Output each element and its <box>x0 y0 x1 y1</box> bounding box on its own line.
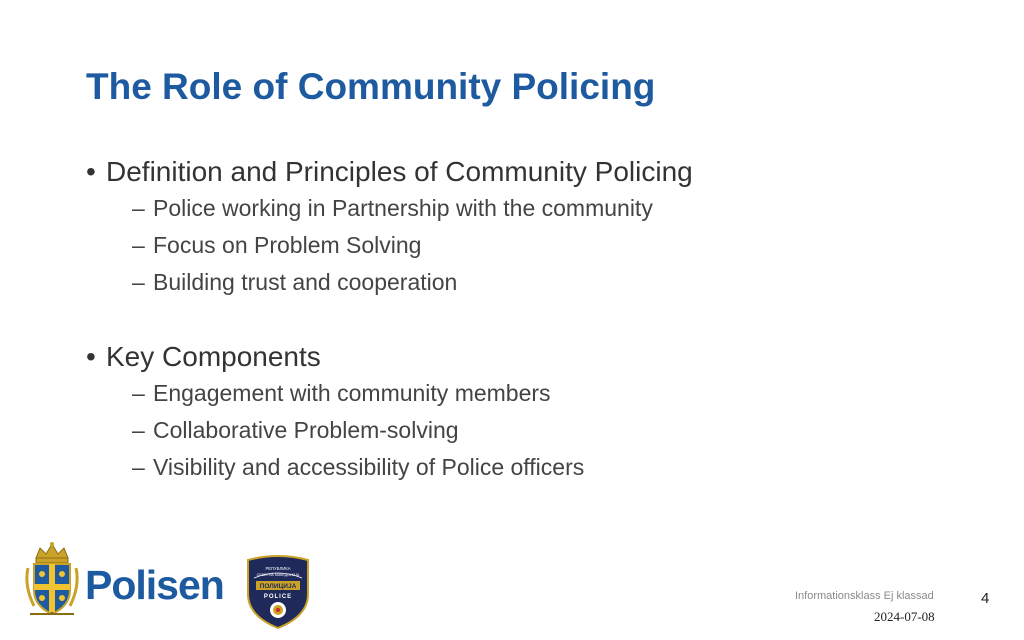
bullet-dot: • <box>86 341 96 372</box>
sub-item-text: Engagement with community members <box>153 380 551 406</box>
svg-text:POLICE: POLICE <box>263 594 293 600</box>
dash-marker: – <box>132 269 145 295</box>
dash-marker: – <box>132 232 145 258</box>
section-spacer <box>86 301 966 339</box>
bullet-item <box>86 154 966 190</box>
slide-content <box>86 154 966 486</box>
slide-title: The Role of Community Policing <box>86 66 656 107</box>
dash-marker: – <box>132 380 145 406</box>
sub-list <box>86 375 966 486</box>
sub-item <box>86 449 966 486</box>
slide-date: 2024-07-08 <box>874 609 935 624</box>
swedish-police-crest-icon <box>22 540 82 620</box>
page-number: 4 <box>981 590 990 607</box>
svg-text:РЕПУБЛИКА: РЕПУБЛИКА <box>265 566 291 571</box>
dash-marker: – <box>132 195 145 221</box>
sub-item-text: Police working in Partnership with the community <box>153 195 653 221</box>
sub-list <box>86 190 966 301</box>
sub-item-text: Building trust and cooperation <box>153 269 458 295</box>
macedonian-police-badge-icon <box>244 554 312 630</box>
sub-item-text: Visibility and accessibility of Police officers <box>153 454 585 480</box>
dash-marker: – <box>132 417 145 443</box>
svg-text:ПОЛИЦИЈА: ПОЛИЦИЈА <box>259 583 297 590</box>
sub-item <box>86 227 966 264</box>
dash-marker: – <box>132 454 145 480</box>
sub-item-text: Collaborative Problem-solving <box>153 417 459 443</box>
sub-item <box>86 375 966 412</box>
polisen-logo-text: Polisen <box>85 562 224 608</box>
sub-item-text: Focus on Problem Solving <box>153 232 422 258</box>
sub-item <box>86 264 966 301</box>
bullet-item <box>86 339 966 375</box>
classification-label: Informationsklass Ej klassad <box>795 590 934 602</box>
sub-item <box>86 190 966 227</box>
bullet-dot: • <box>86 156 96 187</box>
sub-item <box>86 412 966 449</box>
svg-text:СЕВЕРНА МАКЕДОНИЈА: СЕВЕРНА МАКЕДОНИЈА <box>256 573 300 577</box>
bullet-text: Key Components <box>106 341 321 372</box>
bullet-text: Definition and Principles of Community Policing <box>106 156 693 187</box>
